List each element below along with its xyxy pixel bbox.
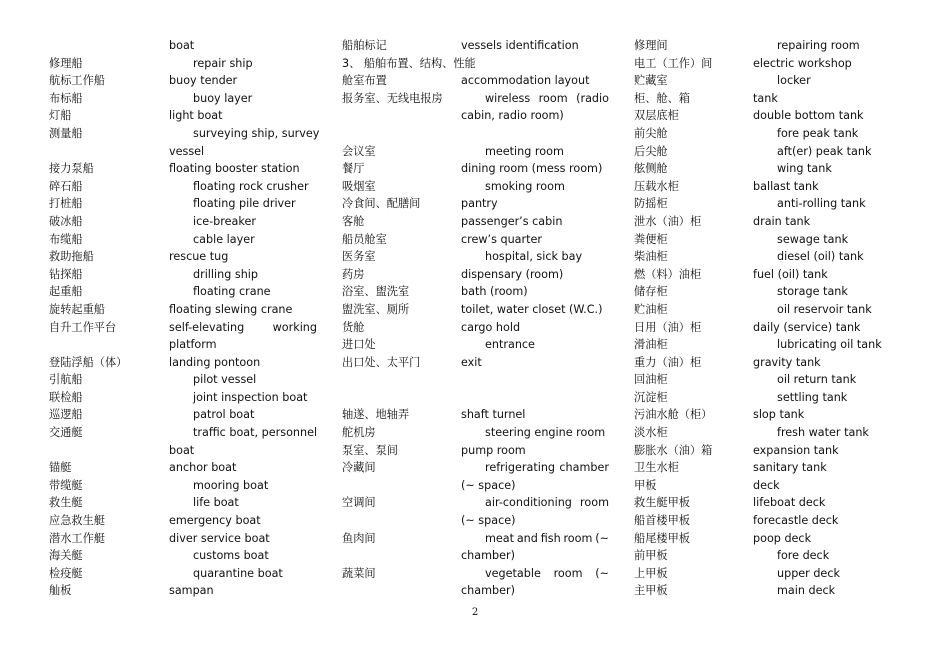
chinese-term: 锚艇 bbox=[49, 461, 72, 475]
glossary-row bbox=[49, 125, 339, 143]
english-word: refrigerating bbox=[485, 461, 556, 475]
glossary-row bbox=[342, 406, 624, 424]
english-term: passenger’s cabin bbox=[461, 214, 563, 228]
english-term: boat bbox=[169, 39, 195, 52]
glossary-row bbox=[342, 72, 624, 90]
chinese-term: 轴遂、地轴弄 bbox=[342, 408, 410, 422]
english-term: life boat bbox=[193, 496, 239, 510]
chinese-term: 灯船 bbox=[49, 109, 72, 123]
chinese-term: 压载水柜 bbox=[634, 179, 679, 193]
chinese-term: 测量船 bbox=[49, 126, 83, 140]
english-term: accommodation layout bbox=[461, 74, 590, 88]
glossary-row bbox=[634, 582, 894, 600]
english-term: fresh water tank bbox=[777, 426, 869, 440]
glossary-row bbox=[49, 160, 339, 178]
glossary-row bbox=[49, 494, 339, 512]
glossary-row bbox=[634, 125, 894, 143]
chinese-term: 污油水舱（柜） bbox=[634, 408, 713, 422]
chinese-term: 冷食间、配膳间 bbox=[342, 197, 421, 211]
chinese-term: 船首楼甲板 bbox=[634, 514, 690, 528]
english-term: oil return tank bbox=[777, 373, 857, 387]
english-term: anti-rolling tank bbox=[777, 197, 866, 211]
english-term: wing tank bbox=[777, 162, 832, 176]
english-word: room bbox=[580, 496, 609, 510]
english-term: platform bbox=[169, 338, 217, 352]
english-term: emergency boat bbox=[169, 514, 261, 528]
chinese-term: 储存柜 bbox=[634, 285, 668, 299]
glossary-row bbox=[634, 459, 894, 477]
chinese-term: 上甲板 bbox=[634, 566, 668, 580]
chinese-term: 舢板 bbox=[49, 584, 72, 598]
english-term: repair ship bbox=[193, 56, 253, 70]
english-term: lubricating oil tank bbox=[777, 338, 882, 352]
english-term: boat bbox=[169, 443, 195, 457]
glossary-row bbox=[634, 512, 894, 530]
english-term: rescue tug bbox=[169, 250, 229, 264]
english-word: working bbox=[272, 320, 317, 334]
chinese-term: 起重船 bbox=[49, 285, 83, 299]
chinese-term: 救生艇 bbox=[49, 496, 83, 510]
english-term: cabin, radio room) bbox=[461, 109, 564, 123]
english-word: room bbox=[538, 91, 568, 105]
glossary-row bbox=[634, 494, 894, 512]
english-term: settling tank bbox=[777, 390, 848, 404]
chinese-term: 甲板 bbox=[634, 478, 657, 492]
english-term: crew’s quarter bbox=[461, 232, 542, 246]
glossary-row bbox=[342, 494, 624, 512]
glossary-row bbox=[634, 37, 894, 55]
chinese-term: 吸烟室 bbox=[342, 179, 376, 193]
glossary-row bbox=[342, 512, 624, 530]
english-word: room bbox=[563, 531, 593, 545]
glossary-column-left bbox=[49, 37, 339, 600]
glossary-row bbox=[342, 459, 624, 477]
english-term: upper deck bbox=[777, 566, 840, 580]
english-term: double bottom tank bbox=[753, 109, 864, 123]
chinese-term: 空调间 bbox=[342, 496, 376, 510]
english-word: (~ bbox=[595, 566, 609, 580]
english-term bbox=[461, 90, 609, 108]
glossary-row bbox=[634, 424, 894, 442]
english-term: bath (room) bbox=[461, 285, 528, 299]
chinese-term: 泵室、泵间 bbox=[342, 443, 398, 457]
glossary-row bbox=[342, 283, 624, 301]
chinese-term: 回油柜 bbox=[634, 373, 668, 387]
glossary-row bbox=[342, 354, 624, 372]
section-heading: 3、 船舶布置、结构、性能 bbox=[342, 56, 476, 70]
glossary-row bbox=[49, 459, 339, 477]
page-number: 2 bbox=[471, 607, 479, 618]
english-term: expansion tank bbox=[753, 443, 839, 457]
glossary-row bbox=[49, 90, 339, 108]
chinese-term: 防摇柜 bbox=[634, 197, 668, 211]
chinese-term: 布缆船 bbox=[49, 232, 83, 246]
english-term: traffic boat, personnel bbox=[193, 426, 318, 440]
chinese-term: 贮油柜 bbox=[634, 302, 668, 316]
chinese-term: 客舱 bbox=[342, 214, 365, 228]
glossary-row bbox=[634, 248, 894, 266]
glossary-row bbox=[342, 248, 624, 266]
glossary-row bbox=[49, 389, 339, 407]
glossary-row bbox=[342, 107, 624, 125]
glossary-row bbox=[49, 72, 339, 90]
glossary-row bbox=[634, 72, 894, 90]
glossary-row bbox=[634, 90, 894, 108]
chinese-term: 医务室 bbox=[342, 250, 376, 264]
chinese-term: 泄水（油）柜 bbox=[634, 214, 702, 228]
chinese-term: 破冰船 bbox=[49, 214, 83, 228]
chinese-term: 修理间 bbox=[634, 39, 668, 52]
glossary-row bbox=[49, 178, 339, 196]
english-term: surveying ship, survey bbox=[193, 126, 320, 140]
glossary-row bbox=[49, 195, 339, 213]
glossary-row bbox=[634, 371, 894, 389]
chinese-term: 盥洗室、厕所 bbox=[342, 302, 410, 316]
english-term: dispensary (room) bbox=[461, 267, 564, 281]
english-term: cable layer bbox=[193, 232, 255, 246]
english-word: room bbox=[553, 566, 583, 580]
glossary-row bbox=[634, 336, 894, 354]
english-term: patrol boat bbox=[193, 408, 255, 422]
chinese-term: 潜水工作艇 bbox=[49, 531, 105, 545]
english-word: chamber bbox=[559, 461, 609, 475]
glossary-column-right bbox=[634, 37, 894, 600]
english-word: vegetable bbox=[485, 566, 541, 580]
english-term: floating slewing crane bbox=[169, 302, 293, 316]
glossary-row bbox=[342, 178, 624, 196]
chinese-term: 前甲板 bbox=[634, 549, 668, 563]
glossary-row bbox=[342, 371, 624, 389]
glossary-row bbox=[634, 160, 894, 178]
chinese-term: 报务室、无线电报房 bbox=[342, 91, 443, 105]
english-term: lifeboat deck bbox=[753, 496, 826, 510]
chinese-term: 粪便柜 bbox=[634, 232, 668, 246]
chinese-term: 检疫艇 bbox=[49, 566, 83, 580]
english-term: pump room bbox=[461, 443, 526, 457]
english-term: buoy layer bbox=[193, 91, 253, 105]
glossary-row bbox=[49, 565, 339, 583]
chinese-term: 带缆艇 bbox=[49, 478, 83, 492]
english-term: vessels identification bbox=[461, 39, 579, 52]
english-term: electric workshop bbox=[753, 56, 852, 70]
chinese-term: 柴油柜 bbox=[634, 250, 668, 264]
english-word: meat bbox=[485, 531, 515, 545]
glossary-row bbox=[342, 389, 624, 407]
english-term: drilling ship bbox=[193, 267, 259, 281]
glossary-row bbox=[634, 530, 894, 548]
glossary-row bbox=[634, 213, 894, 231]
chinese-term: 蔬菜间 bbox=[342, 566, 376, 580]
glossary-row bbox=[634, 231, 894, 249]
chinese-term: 会议室 bbox=[342, 144, 376, 158]
chinese-term: 打桩船 bbox=[49, 197, 83, 211]
glossary-row bbox=[49, 55, 339, 73]
english-term: meeting room bbox=[485, 144, 564, 158]
english-term: (~ space) bbox=[461, 514, 516, 528]
chinese-term: 自升工作平台 bbox=[49, 320, 117, 334]
glossary-row bbox=[342, 477, 624, 495]
english-term: ballast tank bbox=[753, 179, 819, 193]
chinese-term: 巡逻船 bbox=[49, 408, 83, 422]
chinese-term: 登陆浮船（体） bbox=[49, 355, 128, 369]
glossary-row bbox=[634, 406, 894, 424]
glossary-row bbox=[634, 565, 894, 583]
glossary-row bbox=[634, 547, 894, 565]
glossary-row bbox=[634, 55, 894, 73]
english-word: air-conditioning bbox=[485, 496, 572, 510]
english-word: (~ bbox=[595, 531, 609, 545]
chinese-term: 主甲板 bbox=[634, 584, 668, 598]
chinese-term: 电工（工作）间 bbox=[634, 56, 713, 70]
english-term bbox=[461, 530, 609, 548]
english-term: fore deck bbox=[777, 549, 830, 563]
english-term: fuel (oil) tank bbox=[753, 267, 828, 281]
english-term: drain tank bbox=[753, 214, 811, 228]
chinese-term: 药房 bbox=[342, 267, 365, 281]
english-term: diver service boat bbox=[169, 531, 270, 545]
chinese-term: 双层底柜 bbox=[634, 109, 679, 123]
chinese-term: 救助拖船 bbox=[49, 250, 94, 264]
glossary-row bbox=[342, 336, 624, 354]
english-term bbox=[461, 565, 609, 583]
english-term: (~ space) bbox=[461, 478, 516, 492]
glossary-row bbox=[342, 266, 624, 284]
glossary-row bbox=[49, 143, 339, 161]
english-term: diesel (oil) tank bbox=[777, 250, 864, 264]
english-term: chamber) bbox=[461, 549, 515, 563]
chinese-term: 进口处 bbox=[342, 338, 376, 352]
english-term: poop deck bbox=[753, 531, 812, 545]
glossary-row bbox=[49, 283, 339, 301]
english-term: sewage tank bbox=[777, 232, 849, 246]
english-term: dining room (mess room) bbox=[461, 162, 603, 176]
chinese-term: 日用（油）柜 bbox=[634, 320, 702, 334]
glossary-row bbox=[49, 582, 339, 600]
glossary-row bbox=[342, 55, 624, 73]
english-term: forecastle deck bbox=[753, 514, 839, 528]
glossary-row bbox=[342, 125, 624, 143]
glossary-row bbox=[634, 266, 894, 284]
english-word: and bbox=[516, 531, 538, 545]
glossary-row bbox=[634, 107, 894, 125]
glossary-row bbox=[49, 354, 339, 372]
chinese-term: 沉淀柜 bbox=[634, 390, 668, 404]
chinese-term: 船舶标记 bbox=[342, 39, 387, 52]
english-term: pantry bbox=[461, 197, 498, 211]
english-term: landing pontoon bbox=[169, 355, 261, 369]
chinese-term: 货舱 bbox=[342, 320, 365, 334]
chinese-term: 冷藏间 bbox=[342, 461, 376, 475]
chinese-term: 船员舱室 bbox=[342, 232, 387, 246]
english-term: deck bbox=[753, 478, 780, 492]
english-term: aft(er) peak tank bbox=[777, 144, 872, 158]
english-term: chamber) bbox=[461, 584, 515, 598]
chinese-term: 布标船 bbox=[49, 91, 83, 105]
glossary-row bbox=[634, 283, 894, 301]
english-term: shaft turnel bbox=[461, 408, 526, 422]
english-term: ice-breaker bbox=[193, 214, 256, 228]
glossary-row bbox=[342, 143, 624, 161]
english-term: daily (service) tank bbox=[753, 320, 861, 334]
english-term: quarantine boat bbox=[193, 566, 283, 580]
glossary-row bbox=[49, 248, 339, 266]
english-term: anchor boat bbox=[169, 461, 237, 475]
glossary-row bbox=[634, 354, 894, 372]
glossary-row bbox=[49, 266, 339, 284]
glossary-row bbox=[49, 547, 339, 565]
chinese-term: 滑油柜 bbox=[634, 338, 668, 352]
glossary-row bbox=[49, 512, 339, 530]
glossary-row bbox=[49, 530, 339, 548]
english-term: locker bbox=[777, 74, 811, 88]
chinese-term: 钻探船 bbox=[49, 267, 83, 281]
english-term: storage tank bbox=[777, 285, 848, 299]
chinese-term: 浴室、盥洗室 bbox=[342, 285, 410, 299]
english-term: hospital, sick bay bbox=[485, 250, 583, 264]
chinese-term: 救生艇甲板 bbox=[634, 496, 690, 510]
glossary-row bbox=[634, 442, 894, 460]
glossary-row bbox=[634, 301, 894, 319]
chinese-term: 出口处、太平门 bbox=[342, 355, 421, 369]
chinese-term: 舵机房 bbox=[342, 426, 376, 440]
glossary-row bbox=[49, 37, 339, 55]
english-word: fish bbox=[540, 531, 561, 545]
glossary-row bbox=[342, 547, 624, 565]
glossary-row bbox=[49, 406, 339, 424]
glossary-row bbox=[634, 143, 894, 161]
english-term: pilot vessel bbox=[193, 373, 257, 387]
english-term: steering engine room bbox=[485, 426, 606, 440]
chinese-term: 碎石船 bbox=[49, 179, 83, 193]
glossary-row bbox=[49, 371, 339, 389]
english-term: exit bbox=[461, 355, 482, 369]
glossary-column-middle bbox=[342, 37, 624, 600]
chinese-term: 重力（油）柜 bbox=[634, 355, 702, 369]
glossary-row bbox=[49, 319, 339, 337]
glossary-row bbox=[342, 424, 624, 442]
glossary-row bbox=[342, 442, 624, 460]
glossary-row bbox=[342, 37, 624, 55]
english-term: light boat bbox=[169, 109, 223, 123]
chinese-term: 交通艇 bbox=[49, 426, 83, 440]
glossary-row bbox=[342, 213, 624, 231]
english-term: repairing room bbox=[777, 39, 860, 52]
chinese-term: 海关艇 bbox=[49, 549, 83, 563]
english-term: gravity tank bbox=[753, 355, 821, 369]
glossary-row bbox=[49, 424, 339, 442]
glossary-row bbox=[49, 107, 339, 125]
glossary-row bbox=[342, 301, 624, 319]
glossary-row bbox=[342, 565, 624, 583]
chinese-term: 修理船 bbox=[49, 56, 83, 70]
english-term: floating booster station bbox=[169, 162, 300, 176]
english-term: floating pile driver bbox=[193, 197, 296, 211]
glossary-row bbox=[49, 231, 339, 249]
glossary-row bbox=[342, 90, 624, 108]
glossary-row bbox=[49, 442, 339, 460]
glossary-row bbox=[342, 530, 624, 548]
english-term bbox=[169, 319, 317, 337]
english-term: floating crane bbox=[193, 285, 271, 299]
english-term: smoking room bbox=[485, 179, 565, 193]
chinese-term: 联检船 bbox=[49, 390, 83, 404]
chinese-term: 旋转起重船 bbox=[49, 302, 105, 316]
glossary-row bbox=[49, 301, 339, 319]
english-term: sampan bbox=[169, 584, 214, 598]
glossary-row bbox=[634, 389, 894, 407]
glossary-row bbox=[634, 178, 894, 196]
english-word: (radio bbox=[576, 91, 609, 105]
glossary-row bbox=[49, 213, 339, 231]
english-term bbox=[461, 459, 609, 477]
chinese-term: 鱼肉间 bbox=[342, 531, 376, 545]
chinese-term: 应急救生艇 bbox=[49, 514, 105, 528]
english-term: sanitary tank bbox=[753, 461, 827, 475]
english-word: wireless bbox=[485, 91, 531, 105]
glossary-row bbox=[342, 195, 624, 213]
english-term: oil reservoir tank bbox=[777, 302, 872, 316]
glossary-row bbox=[49, 477, 339, 495]
english-term: floating rock crusher bbox=[193, 179, 309, 193]
glossary-row bbox=[342, 231, 624, 249]
chinese-term: 舱室布置 bbox=[342, 74, 387, 88]
chinese-term: 餐厅 bbox=[342, 162, 365, 176]
english-term: mooring boat bbox=[193, 478, 269, 492]
chinese-term: 接力泵船 bbox=[49, 162, 94, 176]
english-term: tank bbox=[753, 91, 778, 105]
glossary-row bbox=[634, 477, 894, 495]
glossary-row bbox=[634, 319, 894, 337]
chinese-term: 前尖舱 bbox=[634, 126, 668, 140]
chinese-term: 舷侧舱 bbox=[634, 162, 668, 176]
english-term: entrance bbox=[485, 338, 535, 352]
chinese-term: 燃（料）油柜 bbox=[634, 267, 702, 281]
english-term: fore peak tank bbox=[777, 126, 859, 140]
english-term bbox=[461, 494, 609, 512]
chinese-term: 后尖舱 bbox=[634, 144, 668, 158]
english-term: buoy tender bbox=[169, 74, 238, 88]
english-term: main deck bbox=[777, 584, 836, 598]
glossary-row bbox=[342, 160, 624, 178]
chinese-term: 贮藏室 bbox=[634, 74, 668, 88]
english-term: vessel bbox=[169, 144, 205, 158]
english-term: cargo hold bbox=[461, 320, 521, 334]
glossary-row bbox=[634, 195, 894, 213]
english-term: joint inspection boat bbox=[193, 390, 308, 404]
glossary-row bbox=[342, 582, 624, 600]
chinese-term: 膨胀水（油）箱 bbox=[634, 443, 713, 457]
english-word: self-elevating bbox=[169, 320, 245, 334]
glossary-row bbox=[342, 319, 624, 337]
chinese-term: 引航船 bbox=[49, 373, 83, 387]
chinese-term: 柜、舱、箱 bbox=[634, 91, 690, 105]
english-term: toilet, water closet (W.C.) bbox=[461, 302, 603, 316]
chinese-term: 卫生水柜 bbox=[634, 461, 679, 475]
chinese-term: 航标工作船 bbox=[49, 74, 105, 88]
chinese-term: 船尾楼甲板 bbox=[634, 531, 690, 545]
english-term: slop tank bbox=[753, 408, 805, 422]
glossary-row bbox=[49, 336, 339, 354]
chinese-term: 淡水柜 bbox=[634, 426, 668, 440]
english-term: customs boat bbox=[193, 549, 269, 563]
